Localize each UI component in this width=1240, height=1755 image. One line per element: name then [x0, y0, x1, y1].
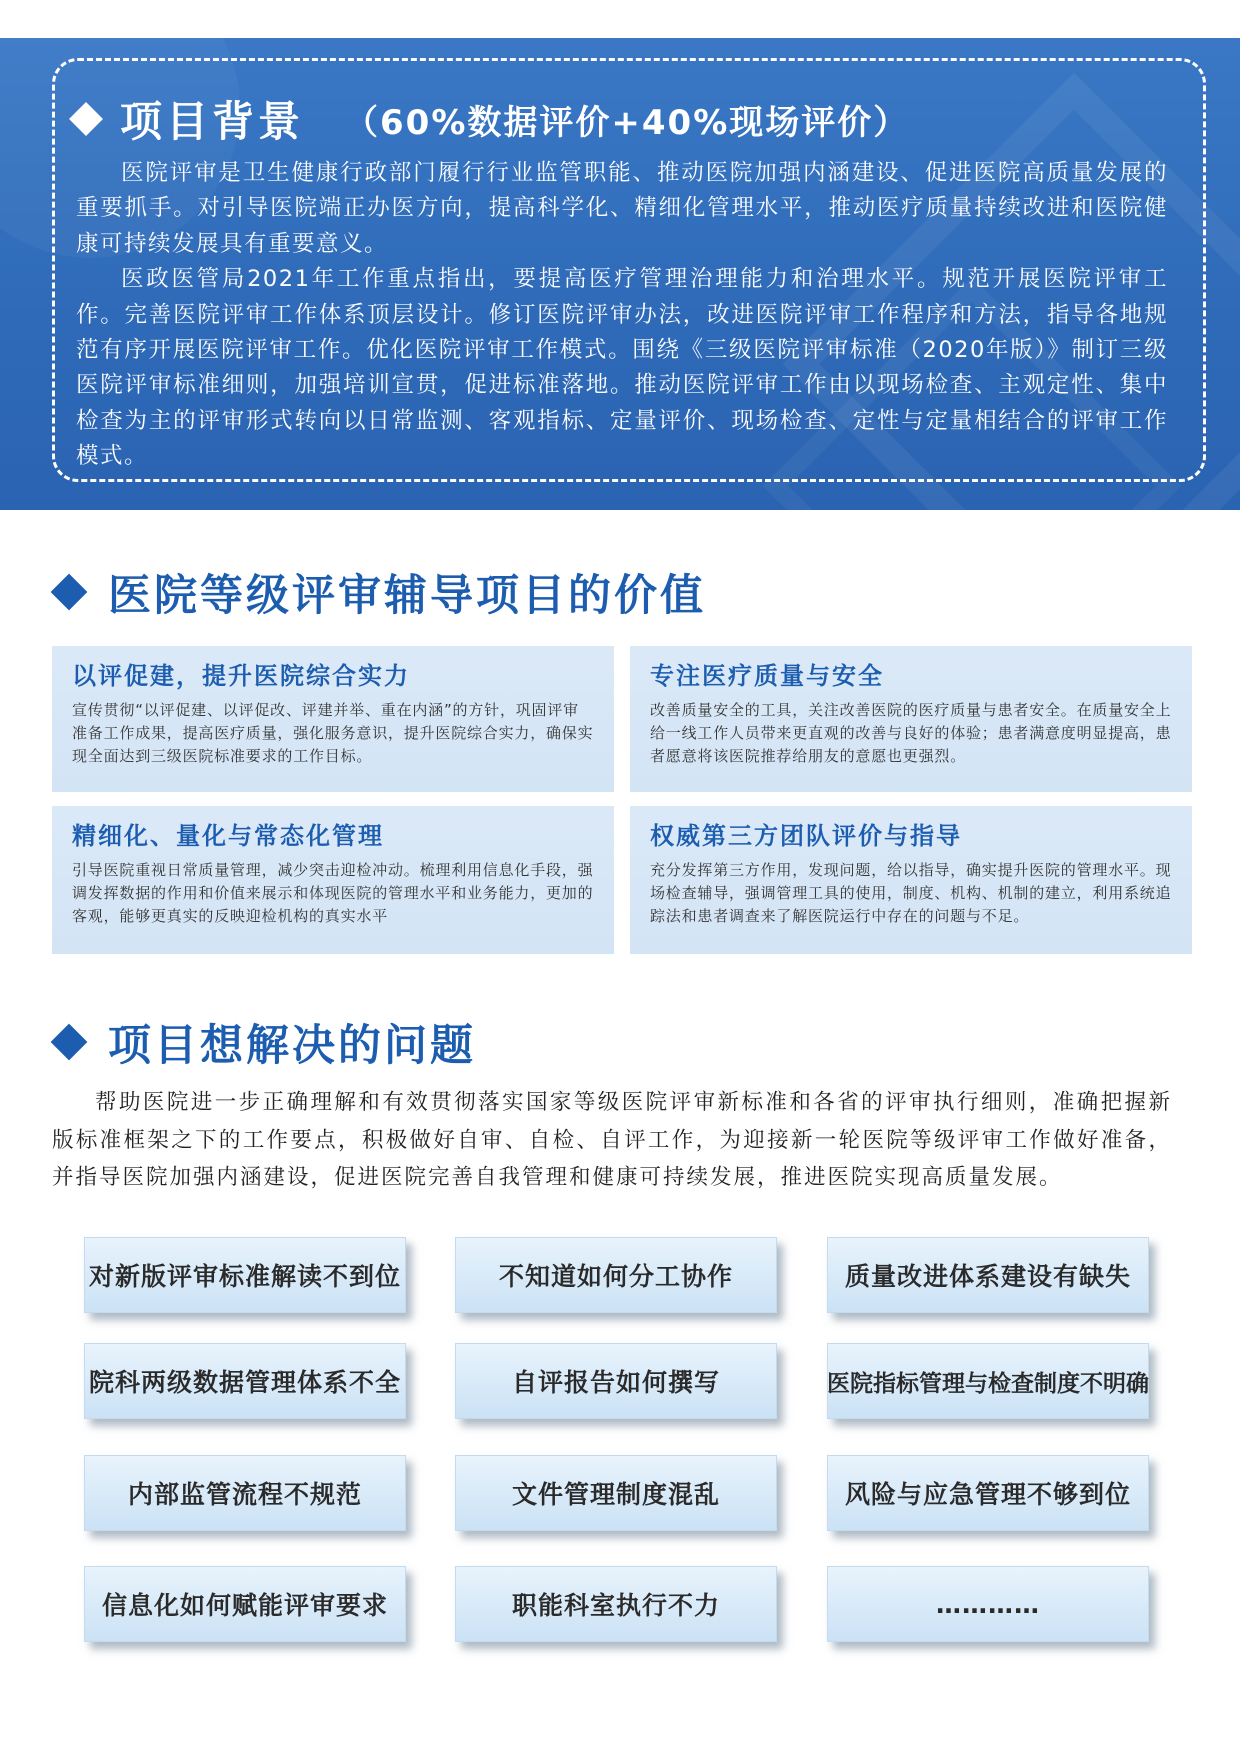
problem-section-title: 项目想解决的问题 [108, 1020, 476, 1071]
value-section-heading [50, 562, 706, 622]
problem-item: ………… [827, 1566, 1149, 1642]
problem-item: 信息化如何赋能评审要求 [84, 1566, 406, 1642]
problem-item: 医院指标管理与检查制度不明确 [827, 1343, 1149, 1419]
value-card-title: 权威第三方团队评价与指导 [650, 822, 962, 850]
diamond-bullet-icon [51, 574, 88, 611]
value-card [52, 646, 614, 792]
background-title: 项目背景 [120, 97, 305, 146]
problem-item: 职能科室执行不力 [455, 1566, 777, 1642]
problem-item: 风险与应急管理不够到位 [827, 1455, 1149, 1531]
background-paragraph: 医政医管局2021年工作重点指出，要提高医疗管理治理能力和治理水平。规范开展医院评审工作。完善医院评审工作体系顶层设计。修订医院评审办法，改进医院评审工作程序和方法，指导各地规范有序开展医院评审工作。优化医院评审工作模式。围绕《三级医院评审标准（2020年版）》制订三级医院评审标准细则，加强培训宣贯，促进标准落地。推动医院评审工作由以现场检查、主观定性、集中检查为主的评审形式转向以日常监测、客观指标、定量评价、现场检查、定性与定量相结合的评审工作模式。 [76, 266, 1168, 470]
diamond-bullet-icon [51, 1024, 88, 1061]
problem-item: 院科两级数据管理体系不全 [84, 1343, 406, 1419]
value-card-title: 精细化、量化与常态化管理 [72, 822, 384, 850]
problem-item: 不知道如何分工协作 [455, 1237, 777, 1313]
problem-section-heading [50, 1012, 476, 1072]
value-card [52, 806, 614, 954]
value-card-body: 改善质量安全的工具，关注改善医院的医疗质量与患者安全。在质量安全上给一线工作人员带来更直观的改善与良好的体验；患者满意度明显提高，患者愿意将该医院推荐给朋友的意愿也更强烈。 [650, 701, 1172, 765]
problem-paragraph: 帮助医院进一步正确理解和有效贯彻落实国家等级医院评审新标准和各省的评审执行细则，准确把握新版标准框架之下的工作要点，积极做好自审、自检、自评工作，为迎接新一轮医院等级评审工作做好准备，并指导医院加强内涵建设，促进医院完善自我管理和健康可持续发展，推进医院实现高质量发展。 [52, 1090, 1172, 1190]
value-card [630, 806, 1192, 954]
background-banner [0, 38, 1240, 510]
background-subtitle: （60%数据评价+40%现场评价） [344, 102, 910, 143]
value-card-title: 专注医疗质量与安全 [650, 662, 884, 690]
problem-item: 对新版评审标准解读不到位 [84, 1237, 406, 1313]
background-heading [64, 84, 909, 154]
problem-item: 自评报告如何撰写 [455, 1343, 777, 1419]
value-card-title: 以评促建，提升医院综合实力 [72, 662, 410, 690]
problem-item: 质量改进体系建设有缺失 [827, 1237, 1149, 1313]
problem-item: 文件管理制度混乱 [455, 1455, 777, 1531]
value-card-body: 宣传贯彻“以评促建、以评促改、评建并举、重在内涵”的方针，巩固评审准备工作成果，提高医疗质量，强化服务意识，提升医院综合实力，确保实现全面达到三级医院标准要求的工作目标。 [72, 701, 594, 765]
background-text [76, 156, 1168, 475]
value-card [630, 646, 1192, 792]
value-section-title: 医院等级评审辅导项目的价值 [108, 570, 706, 621]
value-card-body: 引导医院重视日常质量管理，减少突击迎检冲动。梳理利用信息化手段，强调发挥数据的作用和价值来展示和体现医院的管理水平和业务能力，更加的客观，能够更真实的反映迎检机构的真实水平 [72, 861, 594, 925]
value-card-body: 充分发挥第三方作用，发现问题，给以指导，确实提升医院的管理水平。现场检查辅导，强调管理工具的使用，制度、机构、机制的建立，利用系统追踪法和患者调查来了解医院运行中存在的问题与不足。 [650, 861, 1172, 925]
background-paragraph: 医院评审是卫生健康行政部门履行行业监管职能、推动医院加强内涵建设、促进医院高质量发展的重要抓手。对引导医院端正办医方向，提高科学化、精细化管理水平，推动医疗质量持续改进和医院健康可持续发展具有重要意义。 [76, 160, 1168, 257]
diamond-bullet-icon [69, 102, 103, 136]
problem-item: 内部监管流程不规范 [84, 1455, 406, 1531]
